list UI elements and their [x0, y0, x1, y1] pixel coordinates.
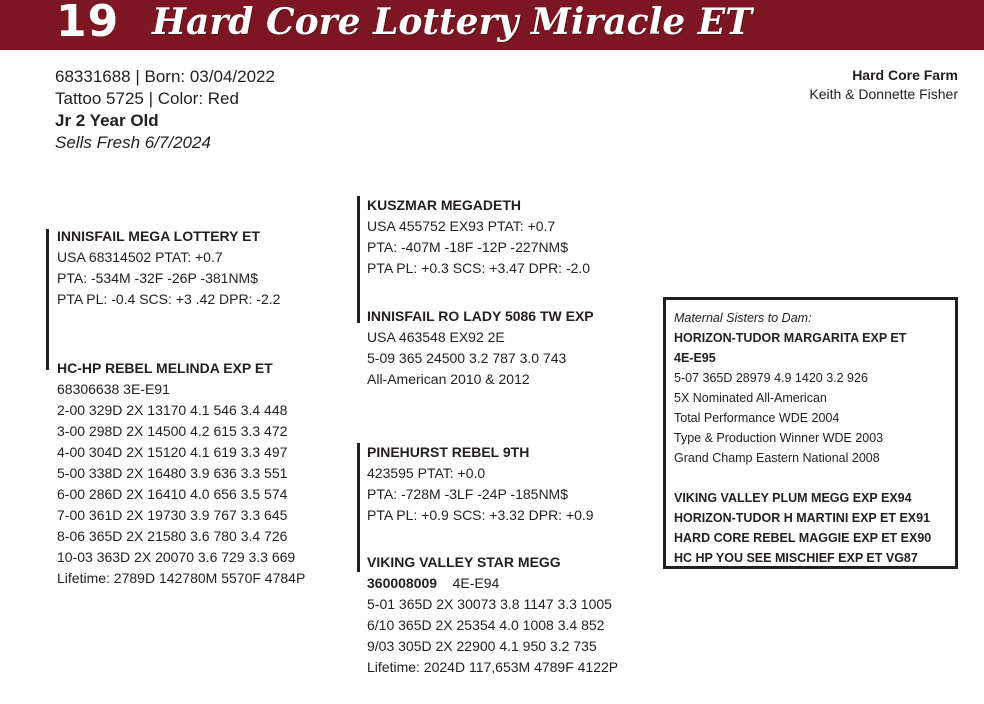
registration-born: 68331688 | Born: 03/04/2022 [55, 67, 275, 86]
dam-line: Lifetime: 2789D 142780M 5570F 4784P [57, 570, 306, 586]
dam-sire-block [367, 442, 594, 526]
tattoo-color: Tattoo 5725 | Color: Red [55, 89, 239, 108]
pedigree-bracket-sire [357, 196, 360, 323]
dam-dam-name: VIKING VALLEY STAR MEGG [367, 554, 561, 570]
maternal-sister-name: HORIZON-TUDOR MARGARITA EXP ET [674, 331, 907, 345]
maternal-heading: Maternal Sisters to Dam: [674, 311, 812, 325]
header-banner [0, 0, 984, 50]
dam-sire-line: PTA PL: +0.9 SCS: +3.32 DPR: +0.9 [367, 507, 594, 523]
dam-sire-line: 423595 PTAT: +0.0 [367, 465, 486, 481]
pedigree-bracket-left [46, 229, 49, 370]
maternal-sister-classification: 4E-E95 [674, 351, 716, 365]
dam-dam-line: 9/03 305D 2X 22900 4.1 950 3.2 735 [367, 638, 597, 654]
dam-block [57, 358, 305, 589]
sire-line: PTA PL: -0.4 SCS: +3 .42 DPR: -2.2 [57, 291, 281, 307]
maternal-sister-line: Type & Production Winner WDE 2003 [674, 431, 884, 445]
dam-dam-reg-number: 360008009 [367, 575, 438, 591]
dam-line: 7-00 361D 2X 19730 3.9 767 3.3 645 [57, 507, 288, 523]
dam-line: 6-00 286D 2X 16410 4.0 656 3.5 574 [57, 486, 288, 502]
maternal-sister-other: HORIZON-TUDOR H MARTINI EXP ET EX91 [674, 511, 931, 525]
dam-sire-line: PTA: -728M -3LF -24P -185NM$ [367, 486, 569, 502]
farm-name: Hard Core Farm [852, 67, 958, 83]
dam-dam-registration [367, 573, 618, 594]
sire-dam-line: 5-09 365 24500 3.2 787 3.0 743 [367, 350, 567, 366]
dam-line: 68306638 3E-E91 [57, 381, 170, 397]
dam-sire-name: PINEHURST REBEL 9TH [367, 444, 530, 460]
dam-name: HC-HP REBEL MELINDA EXP ET [57, 360, 273, 376]
dam-dam-classification: 4E-E94 [437, 575, 500, 591]
dam-line: 5-00 338D 2X 16480 3.9 636 3.3 551 [57, 465, 288, 481]
sells-fresh: Sells Fresh 6/7/2024 [55, 133, 211, 152]
owner-names: Keith & Donnette Fisher [809, 86, 958, 102]
dam-line: 4-00 304D 2X 15120 4.1 619 3.3 497 [57, 444, 288, 460]
sire-name: INNISFAIL MEGA LOTTERY ET [57, 228, 261, 244]
maternal-sister-other: HARD CORE REBEL MAGGIE EXP ET EX90 [674, 531, 932, 545]
sire-dam-line: USA 463548 EX92 2E [367, 329, 505, 345]
dam-line: 8-06 365D 2X 21580 3.6 780 3.4 726 [57, 528, 288, 544]
dam-line: 10-03 363D 2X 20070 3.6 729 3.3 669 [57, 549, 296, 565]
sire-sire-line: PTA PL: +0.3 SCS: +3.47 DPR: -2.0 [367, 260, 591, 276]
spacer [674, 468, 947, 488]
sire-sire-block [367, 195, 590, 279]
dam-line: 2-00 329D 2X 13170 4.1 546 3.4 448 [57, 402, 288, 418]
dam-line: 3-00 298D 2X 14500 4.2 615 3.3 472 [57, 423, 288, 439]
lot-number: 19 [56, 0, 120, 47]
animal-name: Hard Core Lottery Miracle ET [152, 1, 753, 43]
sire-block [57, 226, 280, 310]
sire-dam-name: INNISFAIL RO LADY 5086 TW EXP [367, 308, 594, 324]
maternal-sister-other: HC HP YOU SEE MISCHIEF EXP ET VG87 [674, 551, 918, 565]
dam-dam-line: 6/10 365D 2X 25354 4.0 1008 3.4 852 [367, 617, 605, 633]
sire-dam-line: All-American 2010 & 2012 [367, 371, 530, 387]
maternal-sister-line: 5X Nominated All-American [674, 391, 827, 405]
dam-dam-line: Lifetime: 2024D 117,653M 4789F 4122P [367, 659, 619, 675]
pedigree-bracket-dam [357, 443, 360, 572]
maternal-sisters-box [663, 297, 958, 569]
animal-info [55, 66, 275, 154]
sire-sire-name: KUSZMAR MEGADETH [367, 197, 521, 213]
sire-sire-line: USA 455752 EX93 PTAT: +0.7 [367, 218, 556, 234]
age-class: Jr 2 Year Old [55, 111, 159, 130]
sire-line: PTA: -534M -32F -26P -381NM$ [57, 270, 259, 286]
sire-dam-block [367, 306, 594, 390]
sire-sire-line: PTA: -407M -18F -12P -227NM$ [367, 239, 569, 255]
sire-line: USA 68314502 PTAT: +0.7 [57, 249, 223, 265]
maternal-sister-line: 5-07 365D 28979 4.9 1420 3.2 926 [674, 371, 868, 385]
maternal-sister-line: Grand Champ Eastern National 2008 [674, 451, 880, 465]
consignor-info [809, 66, 958, 104]
dam-dam-block [367, 552, 618, 678]
dam-dam-line: 5-01 365D 2X 30073 3.8 1147 3.3 1005 [367, 596, 612, 612]
maternal-sister-line: Total Performance WDE 2004 [674, 411, 840, 425]
maternal-sister-other: VIKING VALLEY PLUM MEGG EXP EX94 [674, 491, 912, 505]
